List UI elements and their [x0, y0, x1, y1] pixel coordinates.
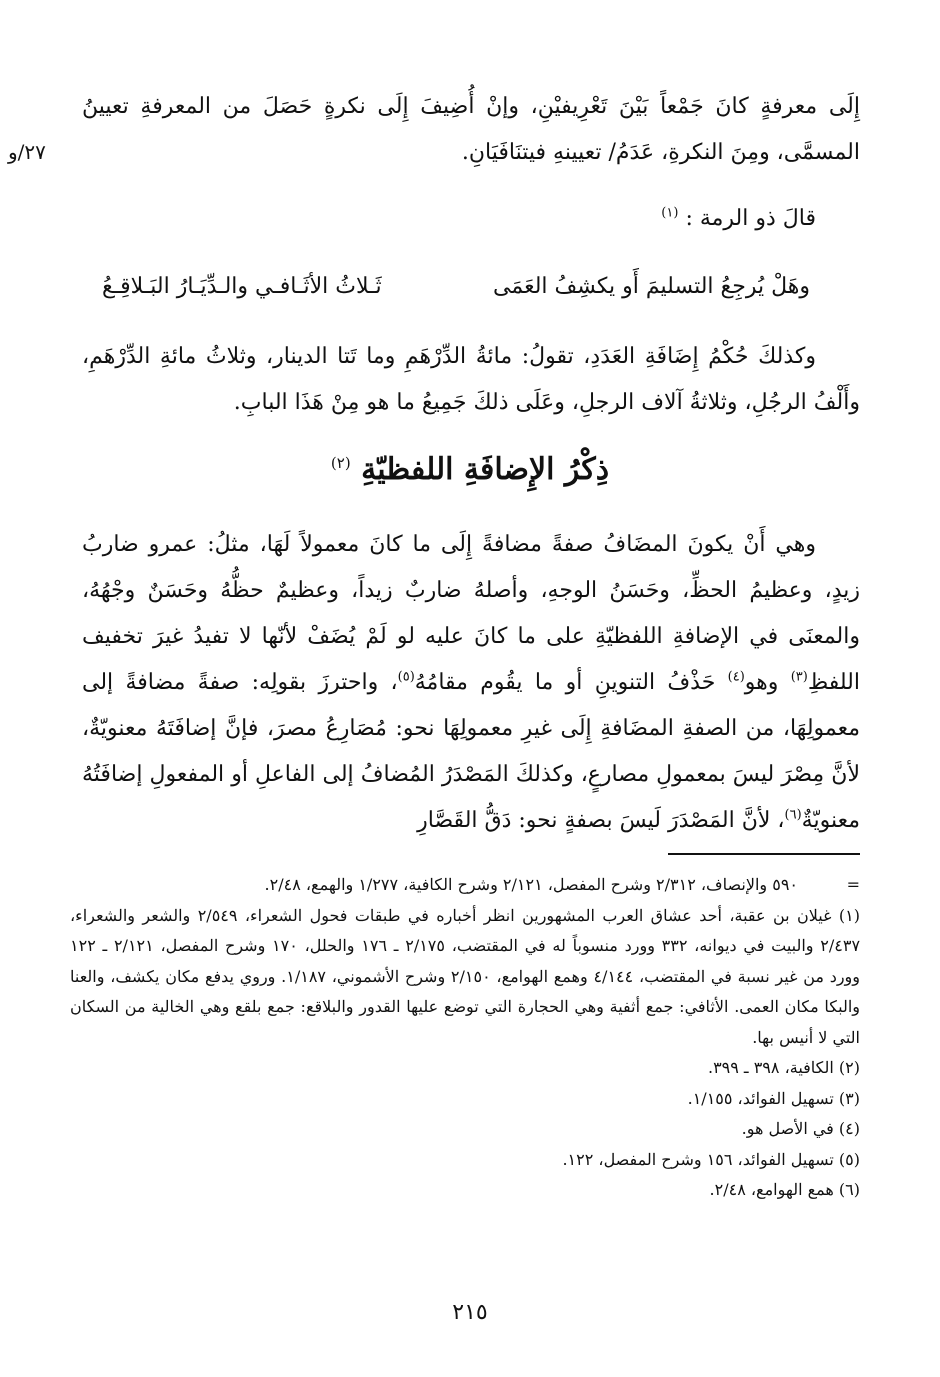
footnote-5: (٥) تسهيل الفوائد، ١٥٦ وشرح المفصل، ١٢٢. — [562, 1149, 860, 1169]
footnote-ref-2: (٢) — [330, 454, 351, 472]
paragraph-3-part-d: ، واحترزَ بقولِه: صفةً مضافةً إلى معمولِهَا، من الصفةِ المضَافةِ إِلَى غيرِ معمولِهَا نحو: مُصَارِعُ مصرَ، فإنَّ إضافَتَهُ معنويّةٌ، لأنَّ مِصْرَ ليسَ بمعمولِ مصارعٍ، وكذلكَ المَصْدَرُ المُضافُ إلى الفاعلِ أو المفعولِ إضافَتُهُ معنويّةٌ — [82, 670, 860, 833]
footnote-2: (٢) الكافية، ٣٩٨ ـ ٣٩٩. — [707, 1058, 860, 1077]
poetry-verse — [82, 264, 860, 310]
page-number: ٢١٥ — [452, 1300, 488, 1325]
body-paragraph-1: إِلَى معرفةٍ كانَ جَمْعاً بَيْنَ تَعْرِيفيْنِ، وإنْ أُضِيفَ إِلَى نكرةٍ حَصَلَ من المعرفةِ تعيينُ المسمَّى، ومِنَ النكرةِ، عَدَمُ/ تعيينهِ فيتنَافَيَانِ. — [82, 94, 860, 165]
paragraph-3-part-a: وهي أَنْ يكونَ المضَافُ صفةً مضافةً إِلَى ما كانَ معمولاً لَهَا، مثلُ: عمرو ضاربُ زيدٍ، وعظيمُ الحظِّ، وحَسَنُ الوجهِ، وأصلهُ ضاربٌ زيداً، وعظيمٌ حظُّهُ وحَسَنٌ وجْهُهُ، والمعنَى في الإضافةِ اللفظيّةِ على ما كانَ عليه لو لَمْ يُضَفْ لأنّها لا تفيدُ غيرَ تخفيف اللفظِ — [82, 532, 860, 695]
paragraph-3-part-c: حَذْفُ التنوينِ أو ما يقُوم مقامُهُ — [414, 670, 728, 695]
footnote-ref-5: (٥) — [397, 669, 415, 685]
verse-first-hemistich: وهَلْ يُرجِعُ التسليمَ أَو يكشِفُ العَمَى — [493, 274, 810, 299]
continuation-mark: = — [846, 875, 860, 894]
footnote-ref-6: (٦) — [784, 807, 802, 823]
footnote-ref-4: (٤) — [727, 669, 745, 685]
footnote-continuation — [70, 870, 860, 901]
footnote-continuation-text: ٥٩٠ والإنصاف، ٢/٣١٢ وشرح المفصل، ٢/١٢١ وشرح الكافية، ١/٢٧٧ والهمع، ٢/٤٨. — [264, 875, 798, 894]
footnote-ref-3: (٣) — [790, 669, 808, 685]
body-paragraph-3 — [82, 522, 860, 844]
footnote-3: (٣) تسهيل الفوائد، ١/١٥٥. — [687, 1088, 860, 1108]
poet-intro-text: قالَ ذو الرمة : — [685, 206, 816, 231]
paragraph-3-part-e: ، لأنَّ المَصْدَرَ لَيسَ بصفةٍ نحو: دَقُّ القَصَّارِ — [417, 808, 785, 833]
section-heading — [0, 440, 940, 500]
footnote-4: (٤) في الأصل هو. — [741, 1119, 860, 1138]
footnote-separator-line — [668, 853, 860, 855]
folio-margin-note: ٢٧/و — [8, 140, 46, 164]
verse-second-hemistich: ثَـلاثُ الأثَـافـي والـدِّيَـارُ البَـلاقِـعُ — [102, 274, 382, 299]
section-heading-text: ذِكْرُ الإِضافَةِ اللفظيّةِ — [361, 452, 610, 487]
footnote-ref-1: (١) — [661, 205, 679, 221]
poet-intro — [82, 196, 860, 242]
footnotes-section — [70, 870, 860, 1206]
paragraph-3-part-b: وهو — [744, 670, 791, 695]
footnote-1: (١) غيلان بن عقبة، أحد عشاق العرب المشهورين انظر أخباره في طبقات فحول الشعراء، ٢/٥٤٩ والشعر والشعراء، ٢/٤٣٧ والبيت في ديوانه، ٣٣٢ وورد منسوباً له في المقتضب، ٢/١٧٥ ـ ١٧٦ والحلل، ١٧٠ وشرح المفصل، ٢/١٢١ ـ ١٢٢ وورد من غير نسبة في المقتضب، ٤/١٤٤ وهمع الهوامع، ٢/١٥٠ وشرح الأشموني، ١/١٨٧. وروي يدفع مكان يكشف، والعنا والبكا مكان العمى. الأثافي: جمع أثفية وهي الحجارة التي توضع عليها القدور والبلاقع: جمع بلقع وهي الخالية من السكان التي لا أنيس بها. — [70, 905, 861, 1047]
body-paragraph-2: وكذلكَ حُكْمُ إِضَافَةِ العَدَدِ، تقولُ: مائةُ الدِّرْهَمِ وما تَتا الدينار، وثلاثُ مائةِ الدِّرْهَمِ، وأَلْفُ الرجُلِ، وثلاثةُ آلاف الرجلِ، وعَلَى ذلكَ جَمِيعُ ما هو مِنْ هَذَا البابِ. — [82, 344, 860, 415]
footnote-6: (٦) همع الهوامع، ٢/٤٨. — [709, 1180, 860, 1199]
